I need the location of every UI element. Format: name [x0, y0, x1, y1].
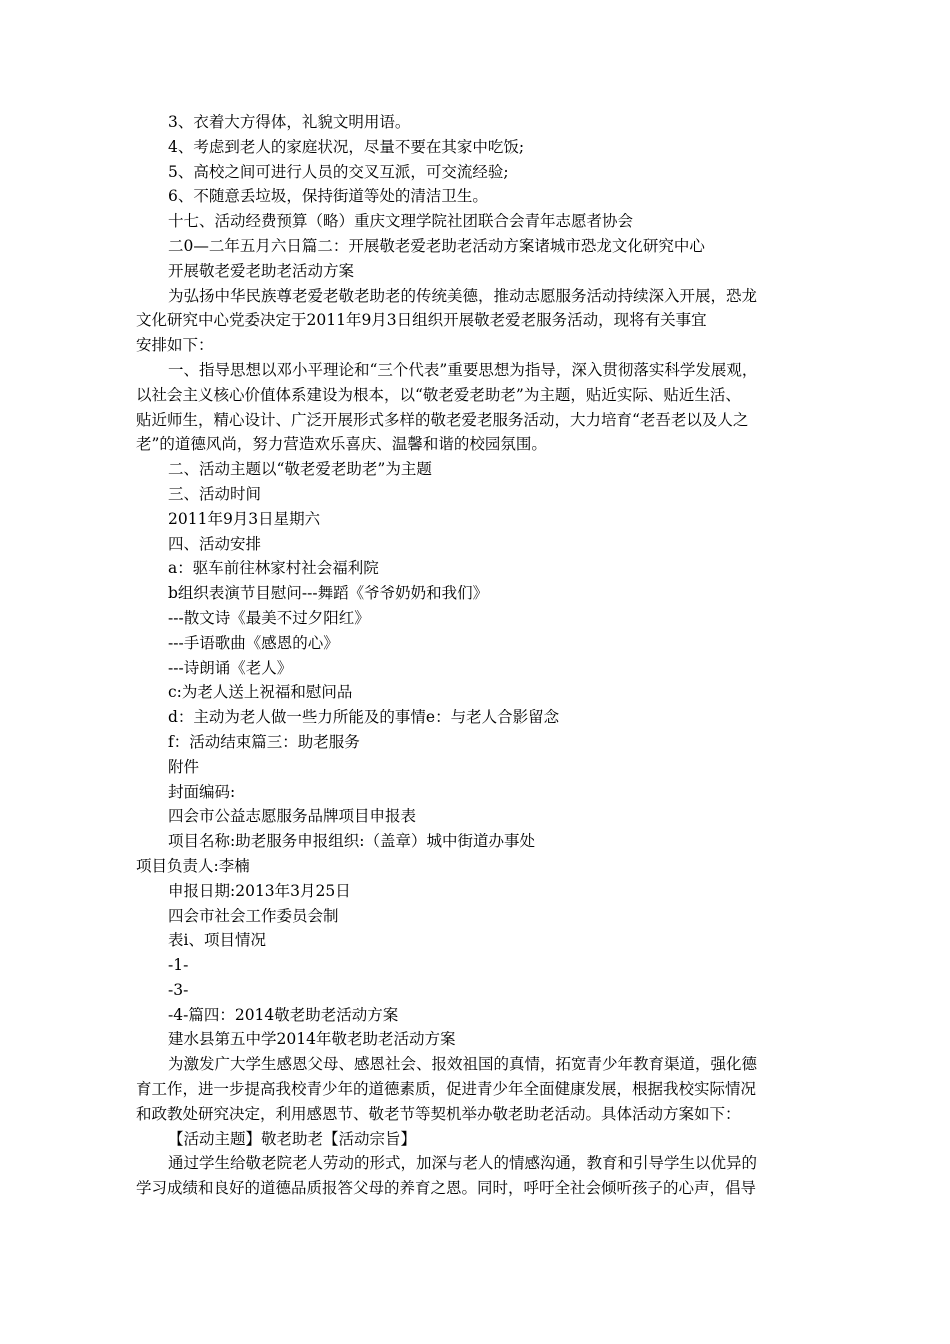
text-line: 4、考虑到老人的家庭状况，尽量不要在其家中吃饭;: [168, 137, 525, 156]
text-line: 十七、活动经费预算（略）重庆文理学院社团联合会青年志愿者协会: [168, 212, 634, 231]
text-line: a：驱车前往林家村社会福利院: [168, 559, 379, 578]
text-line: b组织表演节目慰问---舞蹈《爷爷奶奶和我们》: [168, 584, 489, 603]
document-body: [0, 110, 950, 1201]
text-line: 一、指导思想以邓小平理论和“三个代表”重要思想为指导，深入贯彻落实科学发展观，: [168, 360, 758, 379]
text-line: 项目负责人:李楠: [136, 856, 250, 875]
text-line: ---手语歌曲《感恩的心》: [168, 633, 339, 652]
text-line: ---诗朗诵《老人》: [168, 658, 293, 677]
text-line: ---散文诗《最美不过夕阳红》: [168, 608, 370, 627]
text-line: 项目名称:助老服务申报组织:（盖章）城中街道办事处: [168, 832, 535, 851]
text-line: c:为老人送上祝福和慰问品: [168, 683, 353, 702]
text-line: 安排如下：: [136, 336, 214, 355]
text-line: 二、活动主题以“敬老爱老助老”为主题: [168, 460, 432, 479]
text-line: 老”的道德风尚，努力营造欢乐喜庆、温馨和谐的校园氛围。: [136, 435, 547, 454]
text-line: 开展敬老爱老助老活动方案: [168, 261, 355, 280]
text-line: 建水县第五中学2014年敬老助老活动方案: [168, 1030, 456, 1049]
text-line: 和政教处研究决定，利用感恩节、敬老节等契机举办敬老助老活动。具体活动方案如下：: [136, 1104, 741, 1123]
text-line: 申报日期:2013年3月25日: [168, 881, 351, 900]
text-line: 2011年9月3日星期六: [168, 509, 321, 528]
text-line: 三、活动时间: [168, 484, 262, 503]
text-line: -4-篇四：2014敬老助老活动方案: [168, 1005, 399, 1024]
text-line: 封面编码:: [168, 782, 236, 801]
text-line: 文化研究中心党委决定于2011年9月3日组织开展敬老爱老服务活动，现将有关事宜: [136, 311, 707, 330]
text-line: 附件: [168, 757, 200, 776]
text-line: 3、衣着大方得体，礼貌文明用语。: [168, 113, 411, 131]
text-line: 贴近师生，精心设计、广泛开展形式多样的敬老爱老服务活动，大力培育“老吾老以及人之: [136, 410, 749, 429]
text-line: 表i、项目情况: [168, 931, 266, 950]
text-line: 【活动主题】敬老助老【活动宗旨】: [168, 1129, 417, 1148]
text-line: f：活动结束篇三：助老服务: [168, 732, 360, 751]
text-line: -1-: [168, 956, 189, 975]
text-line: 二0—二年五月六日篇二：开展敬老爱老助老活动方案诸城市恐龙文化研究中心: [168, 236, 705, 255]
text-line: 四、活动安排: [168, 534, 262, 553]
text-line: 为激发广大学生感恩父母、感恩社会、报效祖国的真情，拓宽青少年教育渠道，强化德: [168, 1055, 758, 1074]
text-line: 通过学生给敬老院老人劳动的形式，加深与老人的情感沟通，教育和引导学生以优异的: [168, 1154, 758, 1173]
text-line: 四会市社会工作委员会制: [168, 906, 339, 925]
text-line: 为弘扬中华民族尊老爱老敬老助老的传统美德，推动志愿服务活动持续深入开展，恐龙: [168, 286, 758, 305]
text-line: 以社会主义核心价值体系建设为根本，以“敬老爱老助老”为主题，贴近实际、贴近生活、: [136, 385, 741, 404]
text-line: 四会市公益志愿服务品牌项目申报表: [168, 807, 417, 826]
text-line: -3-: [168, 980, 189, 999]
text-line: 育工作，进一步提高我校青少年的道德素质，促进青少年全面健康发展，根据我校实际情况: [136, 1080, 757, 1099]
text-line: d：主动为老人做一些力所能及的事情e：与老人合影留念: [168, 708, 560, 727]
text-line: 5、高校之间可进行人员的交叉互派，可交流经验;: [168, 162, 509, 181]
text-line: 学习成绩和良好的道德品质报答父母的养育之恩。同时，呼吁全社会倾听孩子的心声，倡导: [136, 1179, 757, 1198]
text-line: 6、不随意丢垃圾，保持街道等处的清洁卫生。: [168, 187, 488, 206]
